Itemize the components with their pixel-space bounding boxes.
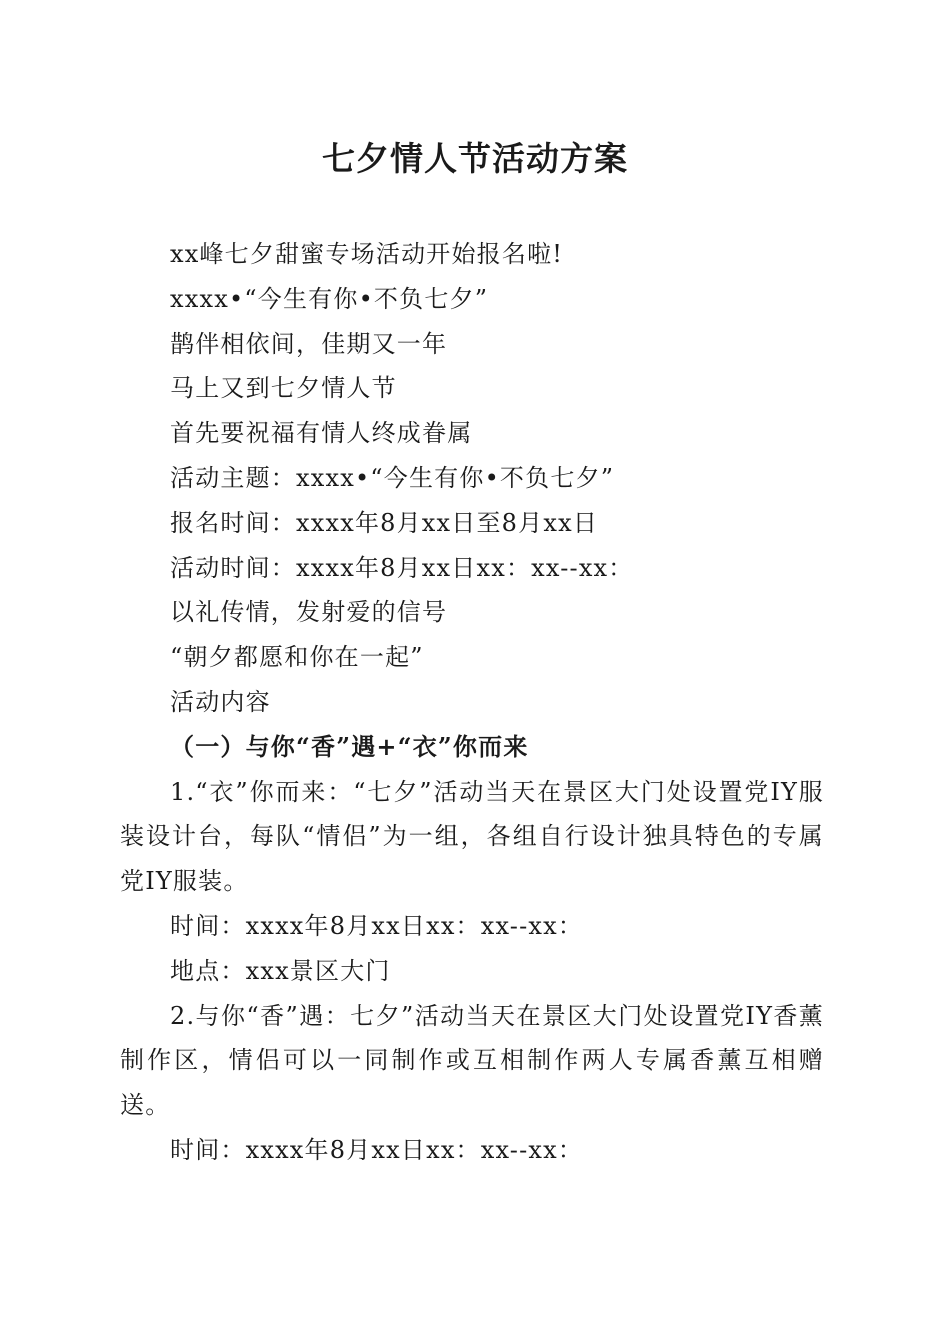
item-1-description: 1.“衣”你而来：“七夕”活动当天在景区大门处设置党IY服装设计台，每队“情侣”为一组，各组自行设计独具特色的专属党IY服装。 [120,777,824,896]
activity-theme: 活动主题：xxxx•“今生有你•不负七夕” [170,463,615,492]
intro-line-qixi-coming: 马上又到七夕情人节 [170,374,397,403]
document-body [120,232,824,1173]
section-1-heading: （一）与你“香”遇+“衣”你而来 [170,731,529,761]
document-title: 七夕情人节活动方案 [322,139,628,178]
quote-line: “朝夕都愿和你在一起” [170,643,424,672]
gift-line: 以礼传情，发射爱的信号 [170,598,448,627]
item-2-description: 2.与你“香”遇：七夕”活动当天在景区大门处设置党IY香薰制作区，情侣可以一同制作或互相制作两人专属香薰互相赠送。 [120,1001,824,1120]
registration-time: 报名时间：xxxx年8月xx日至8月xx日 [170,508,599,537]
intro-line-registration-open: xx峰七夕甜蜜专场活动开始报名啦! [170,240,564,268]
item-2-time: 时间：xxxx年8月xx日xx：xx--xx： [170,1135,584,1164]
intro-line-blessing: 首先要祝福有情人终成眷属 [170,419,473,448]
intro-line-slogan: xxxx•“今生有你•不负七夕” [170,284,489,313]
item-1-time: 时间：xxxx年8月xx日xx：xx--xx： [170,911,584,940]
item-1-place: 地点：xxx景区大门 [170,956,391,985]
activity-time: 活动时间：xxxx年8月xx日xx：xx--xx： [170,553,634,582]
intro-line-poem: 鹊伴相依间，佳期又一年 [170,329,448,358]
activity-content-heading: 活动内容 [170,687,271,716]
